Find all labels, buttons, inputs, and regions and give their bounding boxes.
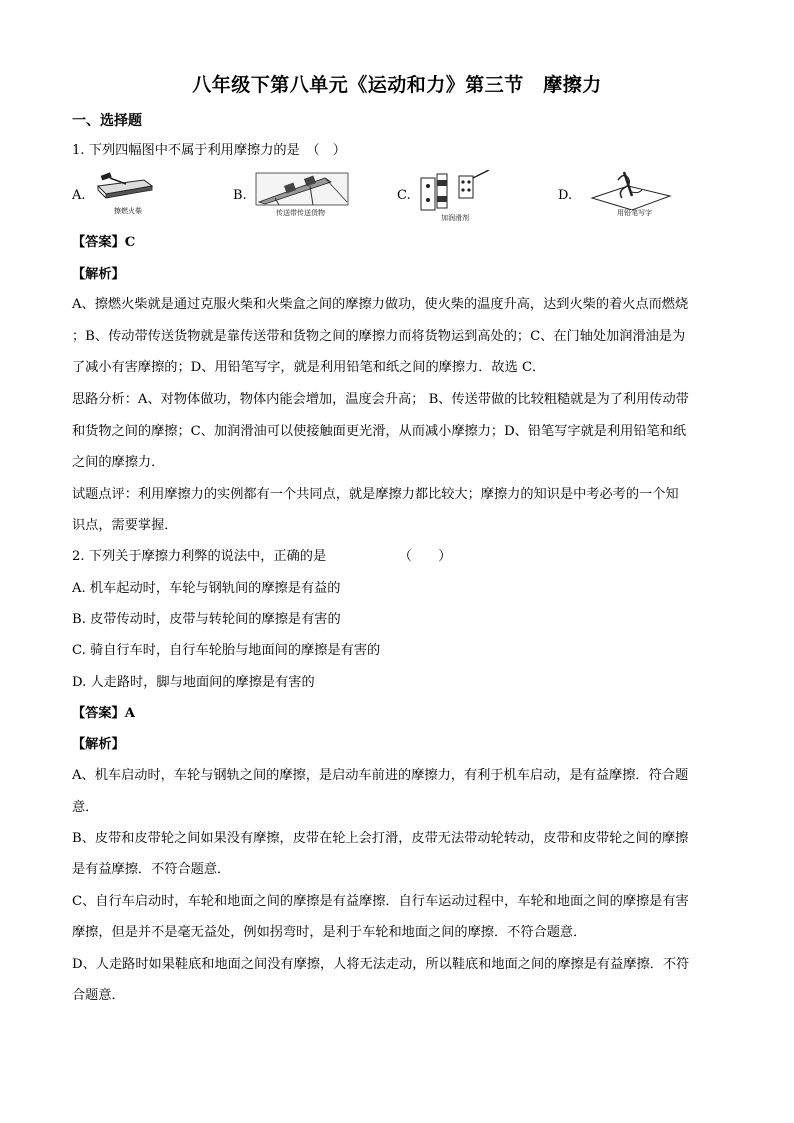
q2-analysis-line: 摩擦，但是并不是毫无益处，例如拐弯时，是利于车轮和地面之间的摩擦．不符合题意． <box>72 925 587 940</box>
q1-analysis-line: ；B、传动带传送货物就是靠传送带和货物之间的摩擦力而将货物运到高处的；C、在门轴处加润滑油是为 <box>72 329 686 344</box>
q1-option-b-label: B. <box>233 188 247 203</box>
q1-analysis-line: A、擦燃火柴就是通过克服火柴和火柴盒之间的摩擦力做功，使火柴的温度升高，达到火柴的着火点而燃烧 <box>72 297 689 312</box>
q1-analysis-heading: 【解析】 <box>72 267 125 282</box>
page-title: 八年级下第八单元《运动和力》第三节 摩擦力 <box>192 74 602 96</box>
conveyor-belt-figure <box>255 172 349 206</box>
q2-analysis-heading: 【解析】 <box>72 737 125 752</box>
q1-analysis-line: 识点，需要掌握． <box>72 518 178 533</box>
match-striking-figure <box>92 172 156 202</box>
q1-option-d-caption: 用铅笔写字 <box>617 209 652 217</box>
q1-answer: 【答案】C <box>72 235 136 250</box>
q1-option-a-label: A. <box>72 188 86 203</box>
hinge-lubricant-figure <box>415 170 495 214</box>
q1-option-b-caption: 传送带传送货物 <box>276 209 325 217</box>
q2-option-b: B. 皮带传动时，皮带与转轮间的摩擦是有害的 <box>72 612 341 627</box>
section-heading: 一、选择题 <box>72 113 142 129</box>
q2-analysis-line: D、人走路时如果鞋底和地面之间没有摩擦，人将无法走动，所以鞋底和地面之间的摩擦是有益摩擦．不符 <box>72 957 690 972</box>
q2-stem: 2. 下列关于摩擦力利弊的说法中，正确的是 （ ） <box>72 549 452 564</box>
q2-analysis-line: 是有益摩擦．不符合题意． <box>72 862 231 877</box>
q1-stem: 1. 下列四幅图中不属于利用摩擦力的是 （ ） <box>72 143 346 158</box>
q1-option-c-label: C. <box>397 188 411 203</box>
q1-analysis-line: 试题点评：利用摩擦力的实例都有一个共同点，就是摩擦力都比较大；摩擦力的知识是中考必考的一个知 <box>72 487 679 502</box>
q1-analysis-line: 和货物之间的摩擦；C、加润滑油可以使接触面更光滑，从而减小摩擦力；D、铅笔写字就是利用铅笔和纸 <box>72 424 687 439</box>
q2-answer: 【答案】A <box>72 706 135 721</box>
q2-analysis-line: C、自行车启动时，车轮和地面之间的摩擦是有益摩擦．自行车运动过程中，车轮和地面之间的摩擦是有害 <box>72 894 689 909</box>
pencil-writing-figure <box>588 170 674 210</box>
q2-option-a: A. 机车起动时，车轮与钢轨间的摩擦是有益的 <box>72 581 341 596</box>
q1-analysis-line: 之间的摩擦力． <box>72 455 165 470</box>
q2-analysis-line: 意． <box>72 800 99 815</box>
q1-option-c-caption: 加润滑剂 <box>441 214 469 222</box>
q1-analysis-line: 思路分析：A、对物体做功，物体内能会增加，温度会升高； B、传送带做的比较粗糙就是为了利用传动带 <box>72 392 689 407</box>
q2-option-c: C. 骑自行车时，自行车轮胎与地面间的摩擦是有害的 <box>72 643 381 658</box>
q2-analysis-line: A、机车启动时，车轮与钢轨之间的摩擦，是启动车前进的摩擦力，有利于机车启动，是有益摩擦．符合题 <box>72 768 689 783</box>
q2-analysis-line: B、皮带和皮带轮之间如果没有摩擦，皮带在轮上会打滑，皮带无法带动轮转动，皮带和皮带轮之间的摩擦 <box>72 831 689 846</box>
q1-option-d-label: D. <box>558 188 573 203</box>
q1-analysis-line: 了减小有害摩擦的；D、用铅笔写字，就是利用铅笔和纸之间的摩擦力．故选 C． <box>72 360 546 375</box>
q2-option-d: D. 人走路时，脚与地面间的摩擦是有害的 <box>72 675 315 690</box>
q2-analysis-line: 合题意． <box>72 988 125 1003</box>
q1-option-a-caption: 擦燃火柴 <box>114 207 142 215</box>
